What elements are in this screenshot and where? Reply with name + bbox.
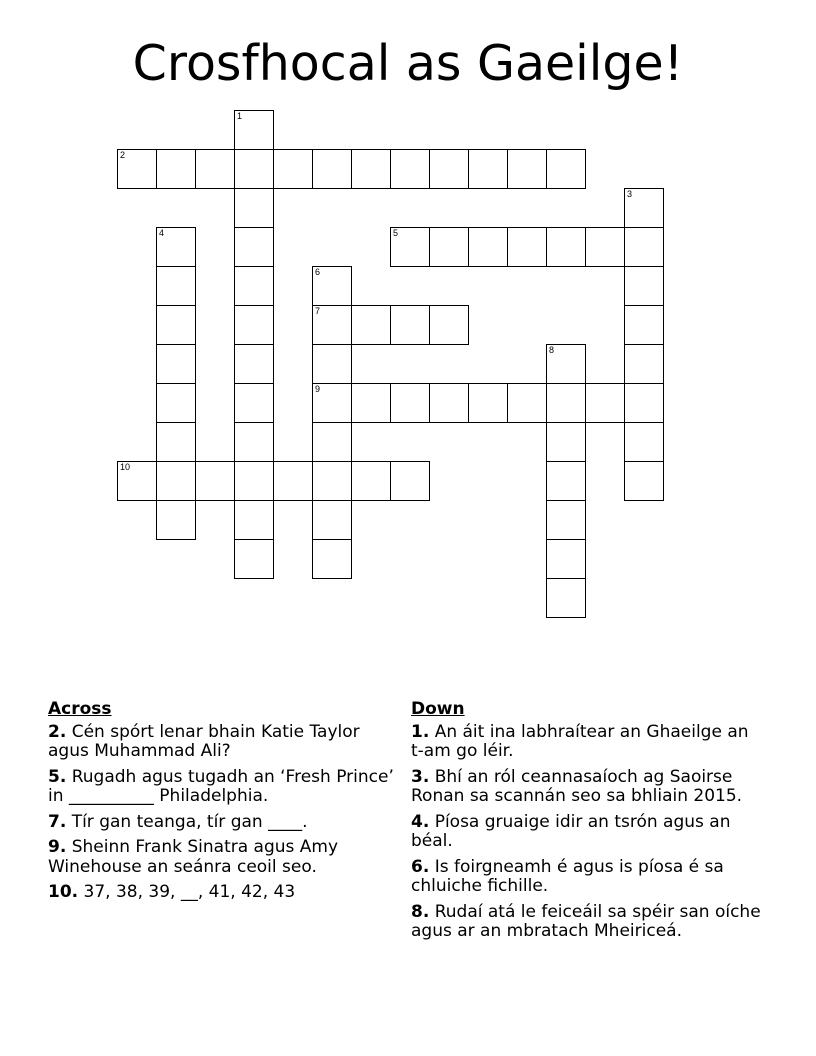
across-clue	[48, 838, 398, 877]
clue-number: 2.	[48, 721, 67, 742]
clue-text: Cén spórt lenar bhain Katie Taylor agus Muhammad Ali?	[48, 721, 360, 761]
grid-cell[interactable]	[195, 149, 235, 189]
grid-cell[interactable]	[546, 383, 586, 423]
clue-number: 5	[393, 228, 399, 238]
clue-text: Is foirgneamh é agus is píosa é sa chluiche fichille.	[411, 856, 724, 896]
grid-cell[interactable]	[585, 227, 625, 267]
grid-cell[interactable]	[624, 188, 664, 228]
across-heading: Across	[48, 699, 112, 719]
grid-cell[interactable]	[390, 461, 430, 501]
grid-cell[interactable]	[468, 149, 508, 189]
across-clue	[48, 768, 398, 807]
grid-cell[interactable]	[390, 383, 430, 423]
grid-cell[interactable]	[156, 461, 196, 501]
grid-cell[interactable]	[234, 383, 274, 423]
clue-text: Píosa gruaige idir an tsrón agus an béal.	[411, 811, 731, 851]
grid-cell[interactable]	[312, 539, 352, 579]
grid-cell[interactable]	[234, 266, 274, 306]
grid-cell[interactable]	[390, 149, 430, 189]
clue-number: 3.	[411, 766, 430, 787]
grid-cell[interactable]	[546, 539, 586, 579]
clue-text: Rugadh agus tugadh an ‘Fresh Prince’ in __________ Philadelphia.	[48, 766, 394, 806]
grid-cell[interactable]	[156, 500, 196, 540]
grid-cell[interactable]	[234, 539, 274, 579]
grid-cell[interactable]	[351, 461, 391, 501]
grid-cell[interactable]	[156, 344, 196, 384]
grid-cell[interactable]	[624, 383, 664, 423]
clue-number: 5.	[48, 766, 67, 787]
grid-cell[interactable]	[624, 305, 664, 345]
grid-cell[interactable]	[117, 149, 157, 189]
grid-cell[interactable]	[546, 149, 586, 189]
down-clue	[411, 813, 766, 852]
grid-cell[interactable]	[624, 422, 664, 462]
grid-cell[interactable]	[156, 227, 196, 267]
down-clues	[411, 700, 766, 948]
grid-cell[interactable]	[429, 149, 469, 189]
grid-cell[interactable]	[117, 461, 157, 501]
clue-number: 6.	[411, 856, 430, 877]
grid-cell[interactable]	[624, 266, 664, 306]
grid-cell[interactable]	[312, 149, 352, 189]
grid-cell[interactable]	[312, 383, 352, 423]
grid-cell[interactable]	[507, 227, 547, 267]
grid-cell[interactable]	[156, 383, 196, 423]
across-clue	[48, 723, 398, 762]
grid-cell[interactable]	[507, 149, 547, 189]
clue-number: 10.	[48, 882, 79, 902]
grid-cell[interactable]	[468, 383, 508, 423]
clue-number: 8	[549, 345, 555, 355]
clue-number: 10	[120, 462, 131, 472]
grid-cell[interactable]	[429, 305, 469, 345]
grid-cell[interactable]	[507, 383, 547, 423]
clue-number: 4	[159, 228, 165, 238]
across-clue	[48, 813, 398, 833]
grid-cell[interactable]	[234, 188, 274, 228]
grid-cell[interactable]	[273, 149, 313, 189]
grid-cell[interactable]	[234, 305, 274, 345]
clue-number: 3	[627, 189, 633, 199]
grid-cell[interactable]	[546, 500, 586, 540]
clue-number: 4.	[411, 811, 430, 832]
grid-cell[interactable]	[234, 227, 274, 267]
grid-cell[interactable]	[156, 149, 196, 189]
grid-cell[interactable]	[234, 149, 274, 189]
grid-cell[interactable]	[312, 500, 352, 540]
grid-cell[interactable]	[546, 227, 586, 267]
clue-number: 7.	[48, 811, 67, 832]
grid-cell[interactable]	[624, 344, 664, 384]
grid-cell[interactable]	[234, 422, 274, 462]
grid-cell[interactable]	[624, 227, 664, 267]
clue-text: Rudaí atá le feiceáil sa spéir san oíche agus ar an mbratach Mheiriceá.	[411, 901, 761, 941]
clue-text: Sheinn Frank Sinatra agus Amy Winehouse an seánra ceoil seo.	[48, 837, 339, 877]
grid-cell[interactable]	[429, 227, 469, 267]
grid-cell[interactable]	[156, 422, 196, 462]
clue-number: 1.	[411, 721, 430, 742]
grid-cell[interactable]	[234, 500, 274, 540]
clue-number: 6	[315, 267, 321, 277]
grid-cell[interactable]	[546, 422, 586, 462]
grid-cell[interactable]	[624, 461, 664, 501]
grid-cell[interactable]	[234, 461, 274, 501]
grid-cell[interactable]	[468, 227, 508, 267]
across-clue	[48, 883, 398, 903]
grid-cell[interactable]	[273, 461, 313, 501]
down-clue	[411, 723, 766, 762]
grid-cell[interactable]	[312, 266, 352, 306]
down-heading: Down	[411, 699, 465, 719]
down-clue	[411, 768, 766, 807]
down-clue	[411, 858, 766, 897]
grid-cell[interactable]	[390, 305, 430, 345]
clue-number: 9	[315, 384, 321, 394]
grid-cell[interactable]	[390, 227, 430, 267]
grid-cell[interactable]	[234, 110, 274, 150]
across-clues	[48, 700, 398, 909]
grid-cell[interactable]	[546, 344, 586, 384]
grid-cell[interactable]	[312, 461, 352, 501]
page-title: Crosfhocal as Gaeilge!	[132, 35, 684, 92]
grid-cell[interactable]	[312, 305, 352, 345]
grid-cell[interactable]	[546, 578, 586, 618]
clue-text: Bhí an ról ceannasaíoch ag Saoirse Ronan sa scannán seo sa bhliain 2015.	[411, 766, 743, 806]
grid-cell[interactable]	[351, 305, 391, 345]
clue-number: 1	[237, 111, 243, 121]
clue-number: 9.	[48, 837, 67, 857]
grid-cell[interactable]	[351, 383, 391, 423]
grid-cell[interactable]	[195, 461, 235, 501]
clue-text: Tír gan teanga, tír gan ____.	[66, 811, 308, 832]
grid-cell[interactable]	[312, 344, 352, 384]
grid-cell[interactable]	[546, 461, 586, 501]
grid-cell[interactable]	[234, 344, 274, 384]
grid-cell[interactable]	[312, 422, 352, 462]
clue-number: 2	[120, 150, 126, 160]
clue-number: 8.	[411, 901, 430, 922]
down-clue	[411, 903, 766, 942]
grid-cell[interactable]	[351, 149, 391, 189]
grid-cell[interactable]	[156, 305, 196, 345]
clue-text: An áit ina labhraítear an Ghaeilge an t-am go léir.	[411, 721, 749, 761]
grid-cell[interactable]	[585, 383, 625, 423]
grid-cell[interactable]	[156, 266, 196, 306]
clue-number: 7	[315, 306, 321, 316]
clue-text: 37, 38, 39, __, 41, 42, 43	[78, 882, 296, 902]
grid-cell[interactable]	[429, 383, 469, 423]
